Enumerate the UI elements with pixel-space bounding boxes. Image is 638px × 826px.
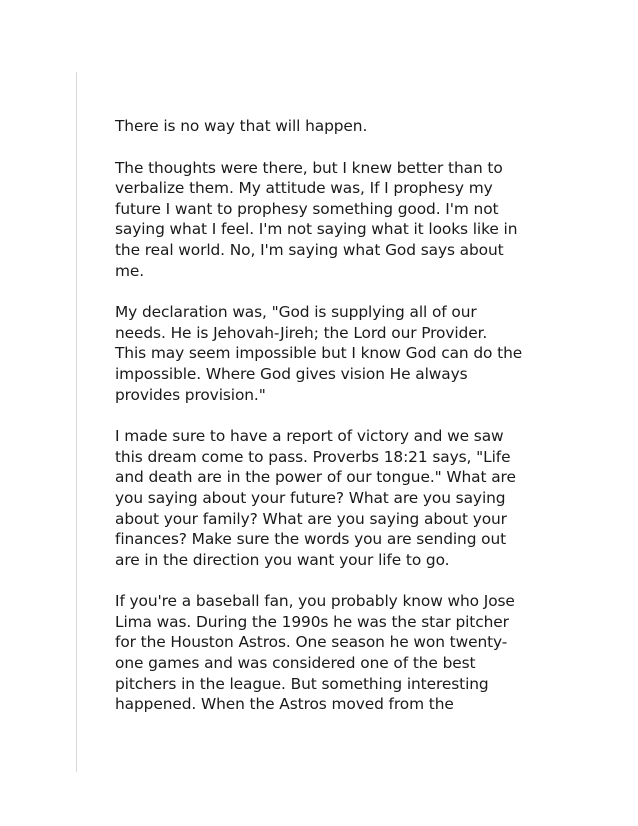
text-line: There is no way that will happen. xyxy=(115,117,368,135)
text-line: This may seem impossible but I know God can do the xyxy=(115,344,523,363)
text-line: impossible. Where God gives vision He always xyxy=(115,364,468,383)
page-margin-rule xyxy=(76,72,77,772)
paragraph-1 xyxy=(115,116,555,137)
text-line: My declaration was, "God is supplying all of our xyxy=(115,303,477,322)
text-line: Lima was. During the 1990s he was the star pitcher xyxy=(115,612,509,631)
text-line: saying what I feel. I'm not saying what it looks like in xyxy=(115,220,518,239)
text-line: this dream come to pass. Proverbs 18:21 says, "Life xyxy=(115,447,511,466)
text-line: needs. He is Jehovah-Jireh; the Lord our Provider. xyxy=(115,323,488,342)
text-line: about your family? What are you saying about your xyxy=(115,509,507,528)
text-line: verbalize them. My attitude was, If I prophesy my xyxy=(115,179,493,198)
text-line: happened. When the Astros moved from the xyxy=(115,695,454,714)
text-line: one games and was considered one of the best xyxy=(115,654,476,673)
document-body xyxy=(115,116,555,715)
paragraph-5 xyxy=(115,591,555,715)
paragraph-2 xyxy=(115,158,555,282)
text-line: If you're a baseball fan, you probably know who Jose xyxy=(115,592,515,611)
text-line: The thoughts were there, but I knew better than to xyxy=(115,158,503,177)
text-line: you saying about your future? What are you saying xyxy=(115,488,506,507)
text-line: and death are in the power of our tongue." What are xyxy=(115,468,516,487)
text-line: pitchers in the league. But something interesting xyxy=(115,674,489,693)
text-line: the real world. No, I'm saying what God says about xyxy=(115,240,504,259)
text-line: finances? Make sure the words you are sending out xyxy=(115,530,507,549)
text-line: I made sure to have a report of victory and we saw xyxy=(115,427,504,446)
text-line: me. xyxy=(115,261,145,280)
text-line: future I want to prophesy something good. I'm not xyxy=(115,199,499,218)
paragraph-4 xyxy=(115,426,555,570)
paragraph-3 xyxy=(115,302,555,405)
text-line: for the Houston Astros. One season he won twenty- xyxy=(115,633,508,652)
text-line: provides provision." xyxy=(115,385,266,404)
text-line: are in the direction you want your life to go. xyxy=(115,550,450,569)
